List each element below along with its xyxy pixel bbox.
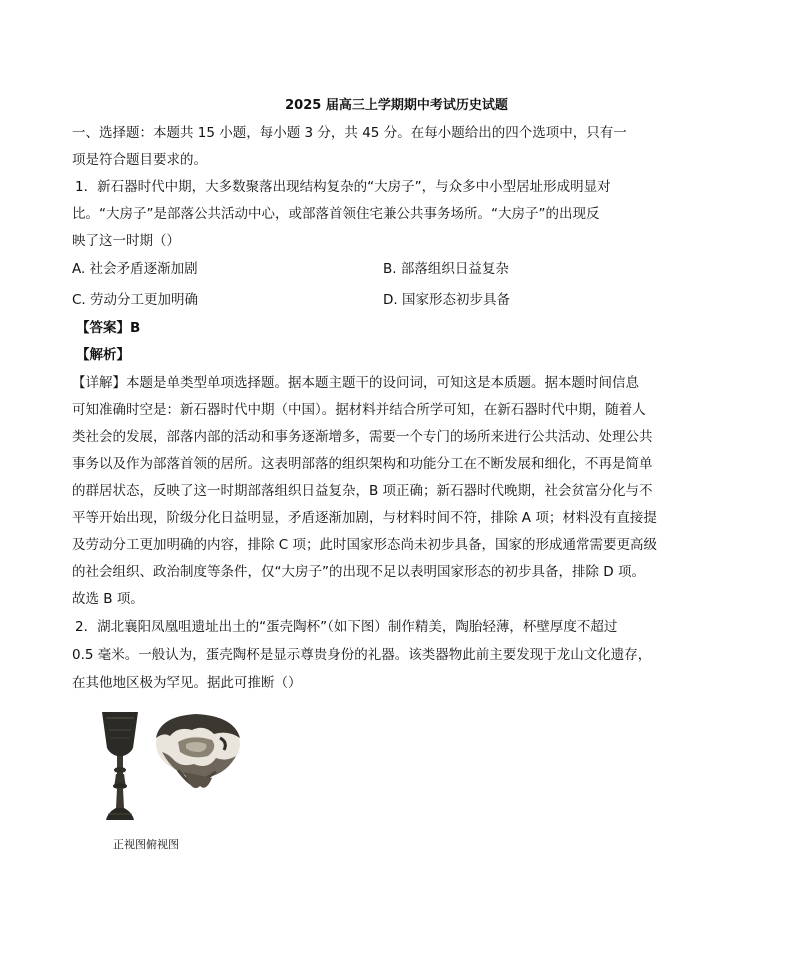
eggshell-cup-figure — [96, 708, 246, 828]
q1-answer: 【答案】B — [76, 320, 141, 336]
q2-stem-line-1: 2．湖北襄阳凤凰咀遗址出土的“蛋壳陶杯”（如下图）制作精美，陶胎轻薄，杯壁厚度不超过 — [75, 619, 618, 635]
q2-stem-line-3: 在其他地区极为罕见。据此可推断（） — [72, 675, 302, 691]
eggshell-cup-illustration — [96, 708, 246, 828]
top-view-cup — [156, 714, 240, 788]
section-instruction-line-1: 一、选择题：本题共 15 小题，每小题 3 分，共 45 分。在每小题给出的四个选项中，只有一 — [72, 125, 627, 141]
page-title: 2025 届高三上学期期中考试历史试题 — [285, 98, 508, 113]
front-view-cup — [102, 712, 138, 820]
q1-detail-line-6: 平等开始出现，阶级分化日益明显，矛盾逐渐加剧，与材料时间不符，排除 A 项；材料没有直接提 — [72, 510, 657, 526]
q1-detail-line-1: 【详解】本题是单类型单项选择题。据本题主题干的设问词，可知这是本质题。据本题时间信息 — [72, 375, 639, 391]
q1-option-b: B. 部落组织日益复杂 — [383, 261, 509, 277]
q1-detail-line-9: 故选 B 项。 — [72, 591, 144, 607]
figure-caption: 正视图俯视图 — [113, 838, 179, 851]
q1-detail-line-5: 的群居状态，反映了这一时期部落组织日益复杂，B 项正确；新石器时代晚期，社会贫富分化与不 — [72, 483, 653, 499]
q1-stem-line-3: 映了这一时期（） — [72, 233, 180, 249]
q1-detail-line-2: 可知准确时空是：新石器时代中期（中国）。据材料并结合所学可知，在新石器时代中期，随着人 — [72, 402, 646, 418]
q2-stem-line-2: 0.5 毫米。一般认为，蛋壳陶杯是显示尊贵身份的礼器。该类器物此前主要发现于龙山文化遗存， — [72, 647, 652, 663]
q1-stem-line-2: 比。“大房子”是部落公共活动中心，或部落首领住宅兼公共事务场所。“大房子”的出现反 — [72, 206, 600, 222]
q1-analysis-heading: 【解析】 — [76, 347, 130, 363]
q1-detail-line-7: 及劳动分工更加明确的内容，排除 C 项；此时国家形态尚未初步具备，国家的形成通常需要更高级 — [72, 537, 658, 553]
q1-option-c: C. 劳动分工更加明确 — [72, 292, 199, 308]
q1-detail-line-8: 的社会组织、政治制度等条件，仅“大房子”的出现不足以表明国家形态的初步具备，排除 D 项。 — [72, 564, 645, 580]
q1-detail-line-3: 类社会的发展，部落内部的活动和事务逐渐增多，需要一个专门的场所来进行公共活动、处理公共 — [72, 429, 653, 445]
q1-detail-line-4: 事务以及作为部落首领的居所。这表明部落的组织架构和功能分工在不断发展和细化，不再是简单 — [72, 456, 653, 472]
section-instruction-line-2: 项是符合题目要求的。 — [72, 152, 207, 168]
q1-stem-line-1: 1．新石器时代中期，大多数聚落出现结构复杂的“大房子”，与众多中小型居址形成明显对 — [75, 179, 611, 195]
q1-option-a: A. 社会矛盾逐渐加剧 — [72, 261, 198, 277]
q1-option-d: D. 国家形态初步具备 — [383, 292, 510, 308]
